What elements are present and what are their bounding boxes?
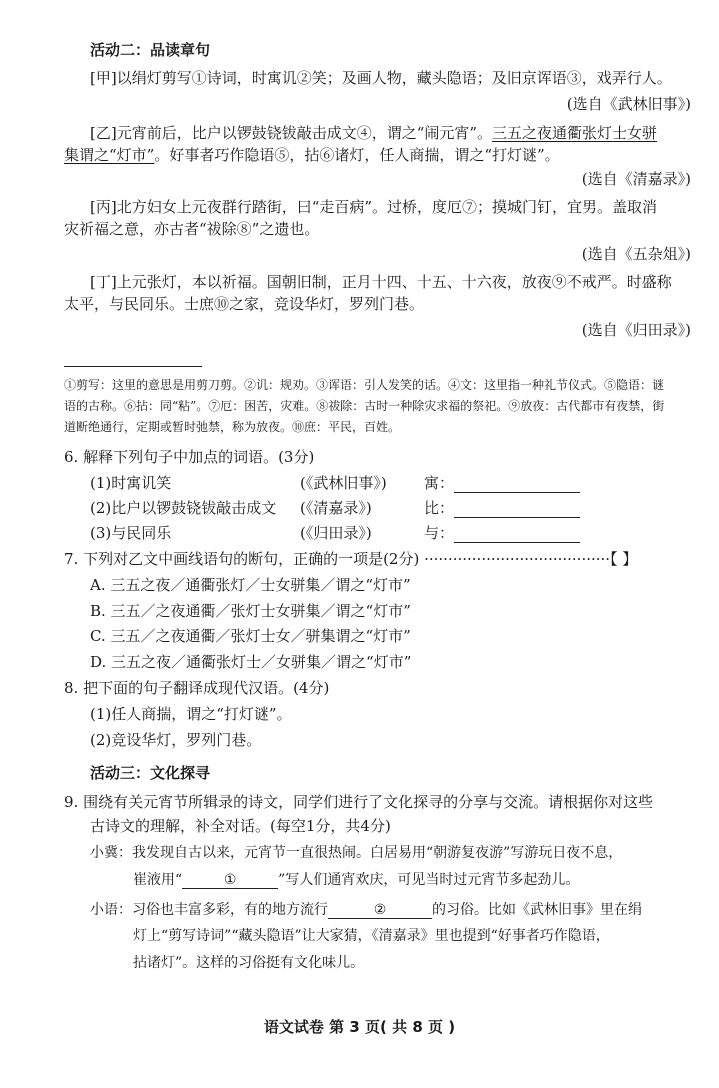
passage-yi-text-a: [乙]元宵前后，比户以锣鼓铙钹敲击成文④，谓之“闹元宵”。: [90, 124, 493, 142]
q9-stem-line1: 9. 围绕有关元宵节所辑录的诗文，同学们进行了文化探寻的分享与交流。请根据你对这些: [64, 793, 654, 811]
q9-stem-line2: 古诗文的理解，补全对话。(每空1分，共4分): [90, 817, 391, 835]
passage-bing-line1: [丙]北方妇女上元夜群行踏街，曰“走百病”。过桥，度厄⑦；摸城门钉，宜男。盖取消: [90, 198, 658, 216]
activity2-title: 活动二：品读章句: [90, 41, 211, 59]
q7-option-b[interactable]: B. 三五／之夜通衢／张灯士女骈集／谓之“灯市”: [90, 602, 411, 620]
footnote-line2: 语的古称。⑥拈：同“粘”。⑦厄：困苦，灾难。⑧祓除：古时一种除灾求福的祭祀。⑨放夜：古代都市有夜禁，街: [64, 399, 665, 413]
q6-item3-blank[interactable]: [454, 526, 580, 543]
blank-2[interactable]: ②: [328, 902, 432, 919]
q6-stem: 6. 解释下列句子中加点的词语。(3分): [64, 448, 315, 466]
dialog-xiaoyu-line2: 灯上“剪写诗词”“藏头隐语”让大家猜，《清嘉录》里也提到“好事者巧作隐语，: [133, 928, 610, 944]
q6-item2-sentence: (2)比户以锣鼓铙钹敲击成文: [90, 499, 277, 517]
passage-yi-text-b: 。好事者巧作隐语⑤，拈⑥诸灯，任人商揣，谓之“打灯谜”。: [154, 146, 560, 164]
q7-stem: 7. 下列对乙文中画线语句的断句，正确的一项是(2分) ·······································【 】: [64, 550, 638, 568]
passage-yi-underlined-b: 集谓之“灯市”: [64, 146, 155, 164]
passage-yi-line1: [90, 123, 657, 143]
q7-option-d[interactable]: D. 三五之夜／通衢张灯士／女骈集／谓之“灯市”: [90, 653, 412, 671]
passage-ding-line2: 太平，与民同乐。士庶⑩之家，竞设华灯，罗列门巷。: [64, 295, 425, 313]
q8-item1: (1)任人商揣，谓之“打灯谜”。: [90, 705, 292, 723]
q6-item2-blank[interactable]: [454, 501, 580, 518]
passage-bing-line2: 灾祈福之意，亦古者“祓除⑧”之遗也。: [64, 220, 320, 238]
passage-jia: [甲]以绢灯剪写①诗词，时寓讥②笑；及画人物，藏头隐语；及旧京诨语③，戏弄行人。: [90, 69, 672, 87]
dialog-xiaoji-line1: 小冀：我发现自古以来，元宵节一直很热闹。白居易用“朝游复夜游”写游玩日夜不息，: [90, 845, 623, 861]
q6-item1-answer: 寓：: [424, 472, 580, 493]
q6-item3-answer: 与：: [424, 522, 580, 543]
q8-stem: 8. 把下面的句子翻译成现代汉语。(4分): [64, 679, 330, 697]
q6-item1-source: (《武林旧事》): [300, 474, 387, 492]
passage-yi-line2: [64, 145, 560, 165]
q7-option-a[interactable]: A. 三五之夜／通衢张灯／士女骈集／谓之“灯市”: [90, 576, 411, 594]
page-footer: 语文试卷 第 3 页( 共 8 页 ): [263, 1018, 456, 1036]
passage-yi-underlined-a: 三五之夜通衢张灯士女骈: [492, 124, 658, 142]
q6-item2-source: (《清嘉录》): [300, 499, 372, 517]
q6-item1-sentence: (1)时寓讥笑: [90, 474, 172, 492]
q7-option-c[interactable]: C. 三五／之夜通衢／张灯士女／骈集谓之“灯市”: [90, 627, 411, 645]
q6-item1-blank[interactable]: [454, 476, 580, 493]
passage-yi-source: (选自《清嘉录》): [581, 170, 691, 188]
dialog-xiaoji-line2: 崔液用“ ① ”写人们通宵欢庆，可见当时过元宵节多起劲儿。: [133, 872, 580, 888]
passage-bing-source: (选自《五杂俎》): [581, 245, 691, 263]
passage-jia-source: (选自《武林旧事》): [566, 95, 691, 113]
dialog-xiaoyu-line3: 拈诸灯”。这样的习俗挺有文化味儿。: [133, 955, 365, 971]
footnote-line3: 道断绝通行，定期或暂时弛禁，称为放夜。⑩庶：平民，百姓。: [64, 420, 401, 434]
footnote-divider: [64, 366, 202, 367]
q6-item3-sentence: (3)与民同乐: [90, 524, 172, 542]
activity3-title: 活动三：文化探寻: [90, 764, 211, 782]
blank-1[interactable]: ①: [182, 872, 278, 889]
q8-item2: (2)竞设华灯，罗列门巷。: [90, 731, 262, 749]
passage-ding-line1: [丁]上元张灯，本以祈福。国朝旧制，正月十四、十五、十六夜，放夜⑨不戒严。时盛称: [90, 273, 672, 291]
q6-item3-source: (《归田录》): [300, 524, 372, 542]
footnote-line1: ①剪写：这里的意思是用剪刀剪。②讥：规劝。③诨语：引人发笑的话。④文：这里指一种礼节仪式。⑤隐语：谜: [64, 378, 665, 392]
dialog-xiaoyu-line1: 小语：习俗也丰富多彩，有的地方流行 ② 的习俗。比如《武林旧事》里在绢: [90, 902, 642, 918]
passage-ding-source: (选自《归田录》): [581, 321, 691, 339]
q6-item2-answer: 比：: [424, 497, 580, 518]
